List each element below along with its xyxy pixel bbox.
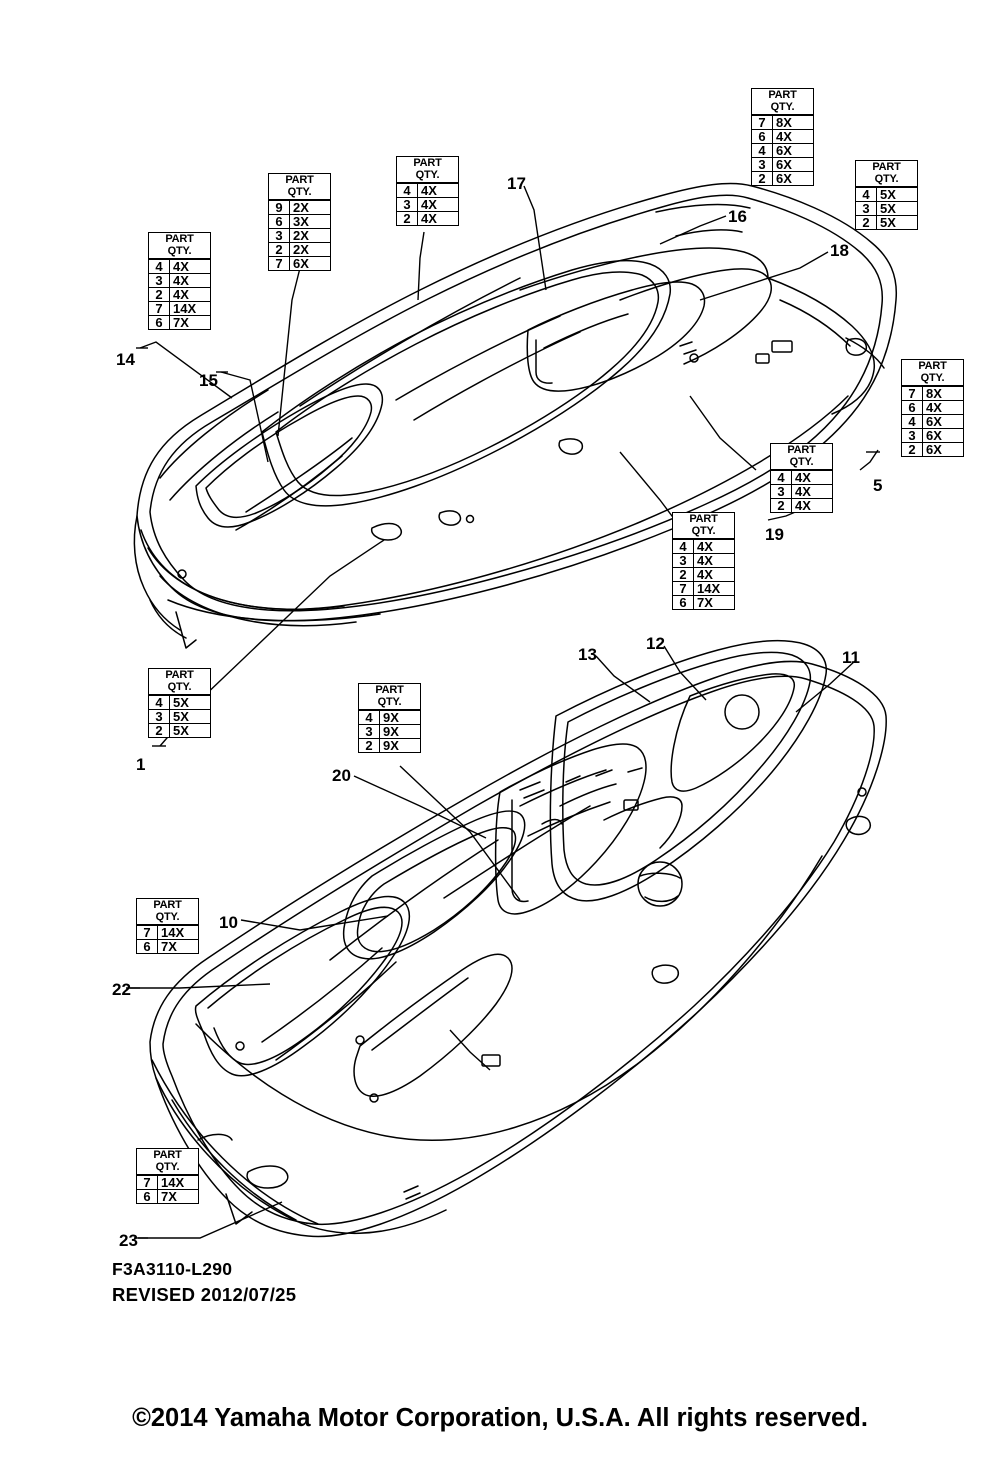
callout-number: 19 <box>765 525 784 544</box>
part-qty-row <box>902 428 963 442</box>
part-ref-number: 7 <box>149 302 170 315</box>
qty-header-label: QTY. <box>155 910 180 923</box>
part-qty-table-header <box>359 684 420 710</box>
part-qty-row <box>149 273 210 287</box>
part-qty-value: 6X <box>926 442 942 458</box>
part-qty-value: 4X <box>173 259 189 275</box>
part-header-label: PART <box>689 513 718 525</box>
part-ref-number: 4 <box>149 260 170 273</box>
part-qty-row <box>359 738 420 752</box>
part-qty-value: 5X <box>880 201 896 217</box>
part-ref-number: 7 <box>752 116 773 129</box>
part-qty-value: 14X <box>697 581 721 597</box>
part-qty-table-header <box>902 360 963 386</box>
part-ref-number: 6 <box>673 596 694 609</box>
part-ref-number: 7 <box>137 926 158 939</box>
part-qty-table <box>268 173 331 271</box>
part-ref-number: 3 <box>149 710 170 723</box>
part-qty-row <box>149 695 210 709</box>
part-header-label: PART <box>918 360 947 372</box>
part-ref-number: 2 <box>673 568 694 581</box>
part-qty-row <box>269 256 330 270</box>
part-qty-value: 6X <box>776 171 792 187</box>
part-qty-table-header <box>137 1149 198 1175</box>
part-qty-row <box>771 498 832 512</box>
part-qty-value: 9X <box>383 710 399 726</box>
part-qty-table-header <box>752 89 813 115</box>
part-qty-value: 8X <box>776 115 792 131</box>
part-qty-value: 2X <box>293 228 309 244</box>
part-ref-number: 2 <box>397 212 418 225</box>
part-ref-number: 3 <box>771 485 792 498</box>
part-header-label: PART <box>165 233 194 245</box>
part-qty-row <box>673 567 734 581</box>
qty-header-label: QTY. <box>167 244 192 257</box>
part-qty-row <box>137 1175 198 1189</box>
part-ref-number: 3 <box>856 202 877 215</box>
part-qty-row <box>752 115 813 129</box>
part-ref-number: 3 <box>752 158 773 171</box>
part-qty-table <box>855 160 918 230</box>
part-ref-number: 4 <box>397 184 418 197</box>
part-qty-row <box>397 197 458 211</box>
part-qty-row <box>771 484 832 498</box>
part-ref-number: 6 <box>902 401 923 414</box>
part-qty-table <box>136 898 199 954</box>
part-qty-value: 2X <box>293 200 309 216</box>
part-qty-value: 4X <box>173 287 189 303</box>
part-qty-row <box>149 723 210 737</box>
part-qty-value: 6X <box>776 157 792 173</box>
part-ref-number: 7 <box>269 257 290 270</box>
part-qty-table <box>358 683 421 753</box>
part-ref-number: 4 <box>902 415 923 428</box>
part-qty-row <box>673 539 734 553</box>
qty-header-label: QTY. <box>691 524 716 537</box>
part-qty-value: 4X <box>173 273 189 289</box>
part-qty-row <box>137 1189 198 1203</box>
part-qty-row <box>269 242 330 256</box>
callout-number: 15 <box>199 371 218 390</box>
part-ref-number: 2 <box>149 288 170 301</box>
part-ref-number: 9 <box>269 201 290 214</box>
callout-number: 11 <box>842 648 860 667</box>
qty-header-label: QTY. <box>287 185 312 198</box>
part-header-label: PART <box>153 899 182 911</box>
part-qty-value: 4X <box>421 183 437 199</box>
part-qty-value: 4X <box>776 129 792 145</box>
part-qty-value: 5X <box>173 709 189 725</box>
callout-number: 13 <box>578 645 597 664</box>
part-ref-number: 7 <box>902 387 923 400</box>
part-header-label: PART <box>285 174 314 186</box>
part-qty-value: 4X <box>795 470 811 486</box>
part-qty-value: 14X <box>161 1175 185 1191</box>
part-qty-row <box>149 315 210 329</box>
part-qty-row <box>673 581 734 595</box>
qty-header-label: QTY. <box>920 371 945 384</box>
part-qty-row <box>771 470 832 484</box>
part-qty-row <box>752 129 813 143</box>
part-qty-row <box>856 201 917 215</box>
part-qty-row <box>856 187 917 201</box>
part-qty-value: 6X <box>926 414 942 430</box>
part-qty-row <box>752 157 813 171</box>
part-ref-number: 4 <box>771 471 792 484</box>
part-qty-row <box>397 183 458 197</box>
part-qty-row <box>269 200 330 214</box>
qty-header-label: QTY. <box>167 680 192 693</box>
part-qty-table <box>148 232 211 330</box>
part-qty-table <box>396 156 459 226</box>
part-qty-row <box>137 925 198 939</box>
callout-number: 10 <box>219 913 238 932</box>
part-qty-row <box>149 301 210 315</box>
part-qty-value: 4X <box>795 498 811 514</box>
part-ref-number: 4 <box>856 188 877 201</box>
callout-number: 5 <box>873 476 883 495</box>
part-qty-value: 4X <box>926 400 942 416</box>
part-qty-value: 4X <box>421 197 437 213</box>
part-ref-number: 2 <box>856 216 877 229</box>
part-qty-value: 7X <box>161 939 177 955</box>
part-ref-number: 6 <box>752 130 773 143</box>
part-qty-table-header <box>673 513 734 539</box>
part-qty-value: 7X <box>697 595 713 611</box>
part-qty-value: 7X <box>161 1189 177 1205</box>
part-qty-table <box>751 88 814 186</box>
qty-header-label: QTY. <box>789 455 814 468</box>
part-ref-number: 4 <box>149 696 170 709</box>
part-qty-table <box>770 443 833 513</box>
callout-number: 12 <box>646 634 665 653</box>
part-qty-row <box>137 939 198 953</box>
part-header-label: PART <box>375 684 404 696</box>
qty-header-label: QTY. <box>415 168 440 181</box>
part-header-label: PART <box>787 444 816 456</box>
part-qty-row <box>359 710 420 724</box>
callout-number: 17 <box>507 174 526 193</box>
part-qty-value: 4X <box>697 553 713 569</box>
part-ref-number: 3 <box>359 725 380 738</box>
part-ref-number: 3 <box>673 554 694 567</box>
part-qty-table-header <box>269 174 330 200</box>
callout-number: 20 <box>332 766 351 785</box>
part-qty-value: 6X <box>776 143 792 159</box>
part-qty-table-header <box>137 899 198 925</box>
callout-number: 18 <box>830 241 849 260</box>
part-qty-row <box>673 553 734 567</box>
callout-number: 23 <box>119 1231 138 1250</box>
part-qty-row <box>902 386 963 400</box>
part-ref-number: 6 <box>149 316 170 329</box>
part-qty-row <box>397 211 458 225</box>
part-ref-number: 3 <box>902 429 923 442</box>
figure-revised-date: REVISED 2012/07/25 <box>112 1284 297 1305</box>
part-qty-table <box>672 512 735 610</box>
part-ref-number: 2 <box>771 499 792 512</box>
part-ref-number: 2 <box>359 739 380 752</box>
part-ref-number: 7 <box>673 582 694 595</box>
part-qty-row <box>752 171 813 185</box>
part-ref-number: 6 <box>137 940 158 953</box>
part-qty-row <box>902 400 963 414</box>
part-qty-table-header <box>397 157 458 183</box>
callout-number: 1 <box>136 755 146 774</box>
part-header-label: PART <box>768 89 797 101</box>
part-qty-value: 4X <box>795 484 811 500</box>
qty-header-label: QTY. <box>155 1160 180 1173</box>
part-qty-value: 9X <box>383 738 399 754</box>
part-qty-value: 2X <box>293 242 309 258</box>
part-header-label: PART <box>153 1149 182 1161</box>
part-ref-number: 4 <box>752 144 773 157</box>
qty-header-label: QTY. <box>377 695 402 708</box>
part-qty-row <box>149 287 210 301</box>
part-qty-table <box>901 359 964 457</box>
part-qty-table <box>136 1148 199 1204</box>
part-qty-row <box>752 143 813 157</box>
callout-number: 22 <box>112 980 131 999</box>
part-header-label: PART <box>413 157 442 169</box>
part-qty-value: 4X <box>697 567 713 583</box>
part-ref-number: 7 <box>137 1176 158 1189</box>
callout-number: 14 <box>116 350 135 369</box>
part-qty-value: 14X <box>173 301 197 317</box>
part-qty-value: 3X <box>293 214 309 230</box>
part-qty-row <box>902 414 963 428</box>
part-qty-value: 7X <box>173 315 189 331</box>
part-qty-row <box>269 214 330 228</box>
qty-header-label: QTY. <box>770 100 795 113</box>
part-qty-table-header <box>149 669 210 695</box>
part-qty-value: 4X <box>421 211 437 227</box>
part-qty-value: 5X <box>880 187 896 203</box>
part-ref-number: 2 <box>752 172 773 185</box>
part-ref-number: 3 <box>397 198 418 211</box>
part-qty-row <box>269 228 330 242</box>
callout-number: 16 <box>728 207 747 226</box>
part-qty-row <box>359 724 420 738</box>
part-qty-row <box>902 442 963 456</box>
copyright-notice: ©2014 Yamaha Motor Corporation, U.S.A. All rights reserved. <box>132 1404 868 1432</box>
part-header-label: PART <box>872 161 901 173</box>
part-ref-number: 6 <box>269 215 290 228</box>
part-ref-number: 2 <box>269 243 290 256</box>
figure-code: F3A3110-L290 <box>112 1259 233 1279</box>
part-qty-table-header <box>771 444 832 470</box>
part-qty-value: 4X <box>697 539 713 555</box>
part-qty-value: 5X <box>880 215 896 231</box>
part-qty-value: 6X <box>293 256 309 272</box>
part-qty-value: 9X <box>383 724 399 740</box>
part-qty-value: 8X <box>926 386 942 402</box>
part-qty-table-header <box>149 233 210 259</box>
part-qty-row <box>149 709 210 723</box>
part-qty-value: 5X <box>173 695 189 711</box>
part-header-label: PART <box>165 669 194 681</box>
part-qty-value: 6X <box>926 428 942 444</box>
part-ref-number: 2 <box>902 443 923 456</box>
part-ref-number: 2 <box>149 724 170 737</box>
part-ref-number: 6 <box>137 1190 158 1203</box>
part-ref-number: 4 <box>359 711 380 724</box>
part-qty-value: 5X <box>173 723 189 739</box>
part-ref-number: 4 <box>673 540 694 553</box>
part-qty-row <box>856 215 917 229</box>
part-ref-number: 3 <box>269 229 290 242</box>
part-qty-table-header <box>856 161 917 187</box>
qty-header-label: QTY. <box>874 172 899 185</box>
part-qty-row <box>673 595 734 609</box>
part-qty-value: 14X <box>161 925 185 941</box>
part-qty-table <box>148 668 211 738</box>
part-qty-row <box>149 259 210 273</box>
part-ref-number: 3 <box>149 274 170 287</box>
